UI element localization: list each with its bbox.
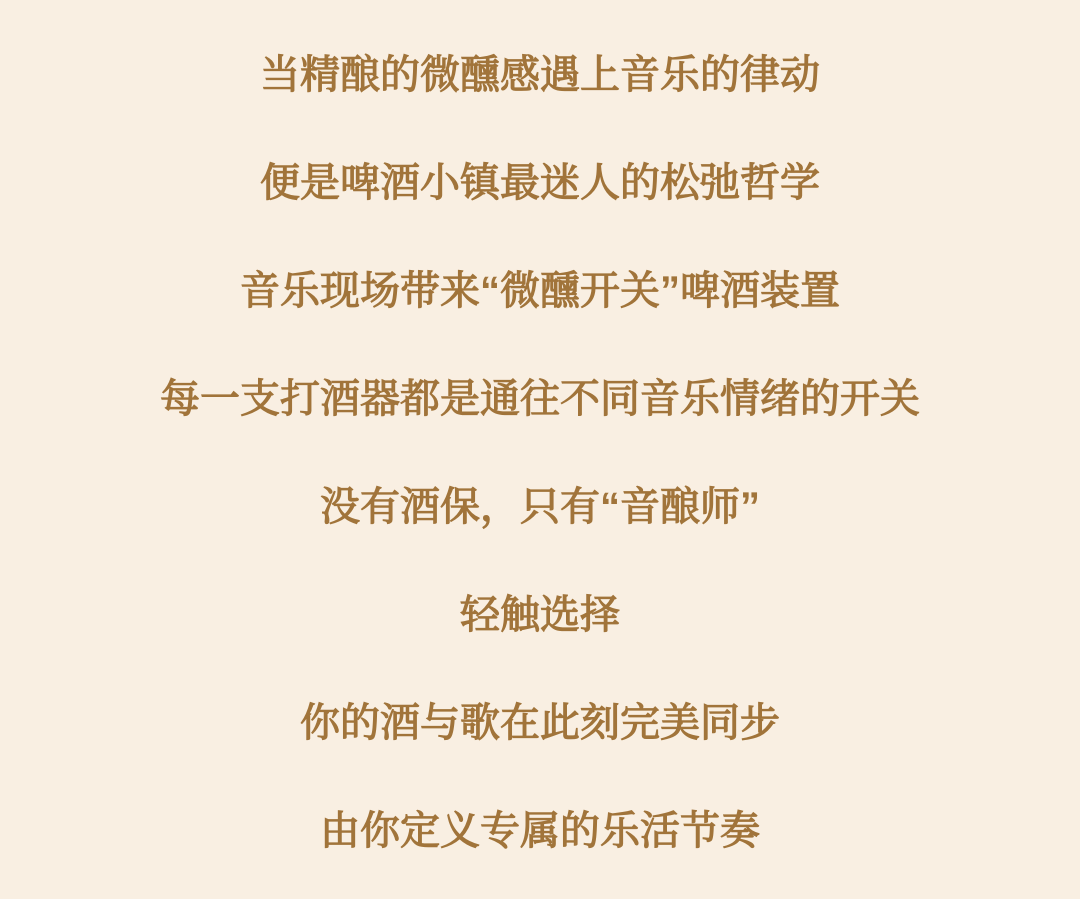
text-line: 你的酒与歌在此刻完美同步 bbox=[300, 701, 780, 745]
text-line: 没有酒保，只有“音酿师” bbox=[320, 485, 760, 529]
text-line: 每一支打酒器都是通往不同音乐情绪的开关 bbox=[160, 377, 920, 421]
text-line: 轻触选择 bbox=[460, 593, 620, 637]
text-line: 由你定义专属的乐活节奏 bbox=[320, 809, 760, 853]
text-line: 音乐现场带来“微醺开关”啤酒装置 bbox=[240, 269, 840, 313]
text-line: 便是啤酒小镇最迷人的松弛哲学 bbox=[260, 161, 820, 205]
text-line: 当精酿的微醺感遇上音乐的律动 bbox=[260, 53, 820, 97]
